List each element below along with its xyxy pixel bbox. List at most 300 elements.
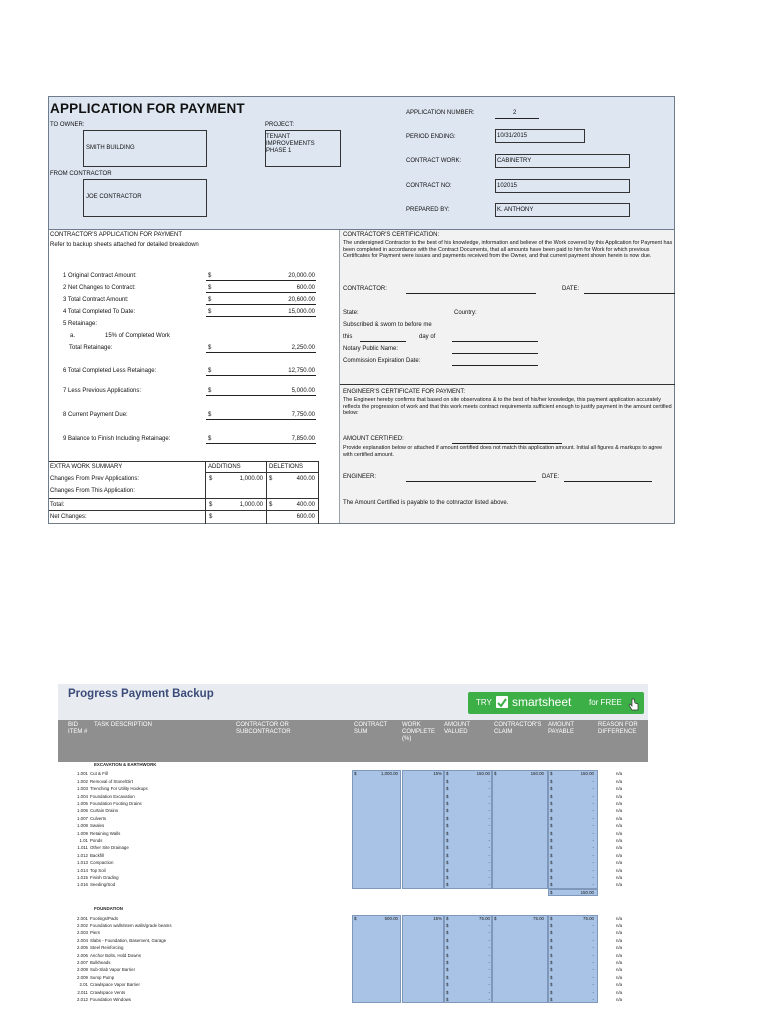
amount-valued-dash: - <box>488 786 490 792</box>
prev-changes-label: Changes From Prev Applications: <box>50 476 140 482</box>
application-number[interactable]: 2 <box>513 110 517 116</box>
line-7-underline <box>206 395 316 396</box>
cert-contractor-label: CONTRACTOR: <box>343 286 387 292</box>
contract-work-field[interactable] <box>495 154 630 168</box>
amount-payable-dash: - <box>592 982 594 988</box>
line-6-value[interactable]: 12,750.00 <box>288 368 315 374</box>
payable-currency: $ <box>550 930 553 936</box>
total-additions-value[interactable]: 1,000.00 <box>239 502 263 508</box>
section-total-value[interactable]: 150.00 <box>580 889 594 895</box>
payable-currency: $ <box>550 875 553 880</box>
engineer-text: The Engineer hereby confirms that based on site observations & to the best of his/her knowledge, this payment application accurately reflects the progression of work and that this work meets contract requirements sufficient enough to justify payment in the amount certified below: <box>343 397 672 417</box>
bid-item-id: 2.007 <box>77 960 88 965</box>
cert-contractor-line[interactable] <box>406 293 536 294</box>
reason-value: n/a <box>616 815 623 821</box>
line-4-label: 4 Total Completed To Date: <box>63 309 136 315</box>
amount-payable-dash: - <box>592 989 594 995</box>
valued-currency: $ <box>446 823 449 829</box>
contractor-application-heading: CONTRACTOR'S APPLICATION FOR PAYMENT <box>50 232 183 238</box>
reason-value: n/a <box>616 960 623 965</box>
bid-item-id: 1.011 <box>77 845 88 851</box>
line-7-value[interactable]: 5,000.00 <box>291 388 315 394</box>
from-contractor-label: FROM CONTRACTOR <box>50 171 112 177</box>
valued-currency: $ <box>446 989 449 995</box>
valued-currency: $ <box>446 793 449 799</box>
deletions-header: DELETIONS <box>269 464 304 470</box>
valued-currency: $ <box>446 808 449 814</box>
amount-valued-dash: - <box>488 808 490 814</box>
cursor-hand-icon <box>628 698 640 712</box>
amount-valued-dash: - <box>488 838 490 843</box>
commission-line[interactable] <box>452 365 538 366</box>
reason-value: n/a <box>616 793 623 799</box>
contractor-claim-value[interactable]: 150.00 <box>530 771 544 777</box>
amount-payable-dash: - <box>592 815 594 821</box>
period-ending-label: PERIOD ENDING: <box>406 134 456 140</box>
excavation-work-complete-column[interactable] <box>402 770 444 888</box>
header-bid-item: BID ITEM # <box>68 722 88 735</box>
bid-item-id: 1.016 <box>77 882 88 888</box>
engineer-label: ENGINEER: <box>343 474 377 480</box>
amount-payable-dash: - <box>592 852 594 858</box>
engineer-date-label: DATE: <box>542 474 560 480</box>
reason-value: n/a <box>616 860 623 866</box>
total-changes-label: Total: <box>50 502 65 508</box>
line-6-currency: $ <box>208 368 212 374</box>
section-total-currency: $ <box>550 889 553 895</box>
payable-currency: $ <box>550 974 553 980</box>
task-description: Ponds <box>90 838 103 843</box>
reason-value: n/a <box>616 808 623 814</box>
total-retainage-label: Total Retainage: <box>69 345 113 351</box>
payable-currency: $ <box>550 808 553 814</box>
amount-payable-dash: - <box>592 930 594 936</box>
reason-value: n/a <box>616 982 623 988</box>
net-changes-currency: $ <box>209 514 213 520</box>
line-2-value[interactable]: 600.00 <box>296 285 315 291</box>
contract-sum-value[interactable]: 500.00 <box>384 915 398 921</box>
amount-payable-dash: - <box>592 997 594 1002</box>
project-label: PROJECT: <box>265 122 295 128</box>
valued-currency: $ <box>446 778 449 784</box>
excavation-contractor-claim-column[interactable] <box>492 770 548 888</box>
owner-box[interactable] <box>83 130 207 167</box>
line-6-underline <box>206 375 316 376</box>
total-retainage-underline <box>206 352 316 353</box>
valued-currency: $ <box>446 875 449 880</box>
line-9-label: 9 Balance to Finish Including Retainage: <box>63 436 171 442</box>
amount-valued-dash: - <box>488 930 490 936</box>
amount-payable-dash: - <box>592 838 594 843</box>
bid-item-id: 1.01 <box>79 838 88 843</box>
line-4-underline <box>206 316 316 317</box>
period-ending-value: 10/31/2015 <box>497 133 528 139</box>
contractor-application-subheading: Refer to backup sheets attached for detailed breakdown <box>50 242 199 248</box>
valued-currency: $ <box>446 882 449 888</box>
task-description: Top Soil <box>90 867 106 873</box>
valued-currency: $ <box>446 915 449 921</box>
line-8-label: 8 Current Payment Due: <box>63 412 128 418</box>
amount-valued-dash: - <box>488 937 490 943</box>
amount-payable-dash: - <box>592 945 594 951</box>
amount-valued-dash: - <box>488 793 490 799</box>
owner-name: SMITH BUILDING <box>86 145 135 151</box>
line-1-currency: $ <box>208 273 212 279</box>
line-7-label: 7 Less Previous Applications: <box>63 388 142 394</box>
day-of-line[interactable] <box>452 341 538 342</box>
prev-additions-value[interactable]: 1,000.00 <box>239 476 263 482</box>
task-description: Other Site Drainage <box>90 845 129 851</box>
amount-certified-label: AMOUNT CERTIFIED: <box>343 436 404 442</box>
bid-item-id: 1.015 <box>77 875 88 880</box>
line-4-value[interactable]: 15,000.00 <box>288 309 315 315</box>
amount-payable-dash: - <box>592 882 594 888</box>
line-7-currency: $ <box>208 388 212 394</box>
bid-item-id: 1.003 <box>77 786 88 792</box>
amount-payable-dash: - <box>592 960 594 965</box>
promo-free-text: for FREE <box>589 698 622 707</box>
payable-currency: $ <box>550 793 553 799</box>
valued-currency: $ <box>446 967 449 973</box>
bid-item-id: 2.01 <box>79 982 88 988</box>
amount-payable-dash: - <box>592 923 594 928</box>
reason-value: n/a <box>616 997 623 1002</box>
contractor-application-section <box>49 230 339 523</box>
line-9-underline <box>206 443 316 444</box>
contractor-name: JOE CONTRACTOR <box>86 194 142 200</box>
promo-try-text: TRY <box>476 698 492 707</box>
valued-currency: $ <box>446 952 449 958</box>
payable-currency: $ <box>550 915 553 921</box>
payable-currency: $ <box>550 997 553 1002</box>
application-number-label: APPLICATION NUMBER: <box>406 110 475 116</box>
amount-payable-value[interactable]: 150.00 <box>580 771 594 777</box>
engineer-signature-line[interactable] <box>406 481 536 482</box>
reason-value: n/a <box>616 852 623 858</box>
amount-valued-dash: - <box>488 830 490 836</box>
reason-value: n/a <box>616 823 623 829</box>
task-description: Seeding/Sod <box>90 882 116 888</box>
contractor-claim-value[interactable]: 75.00 <box>533 915 544 921</box>
line-6-label: 6 Total Completed Less Retainage: <box>63 368 157 374</box>
bid-item-id: 2.001 <box>77 915 88 921</box>
extra-work-summary-table <box>49 461 319 523</box>
this-label: this <box>343 334 353 340</box>
payable-currency: $ <box>550 923 553 928</box>
payable-currency: $ <box>550 989 553 995</box>
amount-valued-dash: - <box>488 982 490 988</box>
bid-item-id: 1.012 <box>77 852 88 858</box>
line-3-label: 3 Total Contract Amount: <box>63 297 129 303</box>
reason-value: n/a <box>616 945 623 951</box>
reason-value: n/a <box>616 915 623 921</box>
payable-currency: $ <box>550 937 553 943</box>
valued-currency: $ <box>446 867 449 873</box>
bid-item-id: 2.004 <box>77 937 88 943</box>
total-retainage-currency: $ <box>208 345 212 351</box>
reason-value: n/a <box>616 875 623 880</box>
engineer-explanation: Provide explanation below or attached if amount certified does not match this application amount. Initial all figures & markups to agree with certified amount. <box>343 445 663 458</box>
progress-payment-backup <box>58 684 648 1024</box>
amount-payable-dash: - <box>592 967 594 973</box>
reason-value: n/a <box>616 967 623 973</box>
extra-work-rule <box>49 498 319 499</box>
payable-currency: $ <box>550 852 553 858</box>
total-additions-currency: $ <box>209 502 213 508</box>
line-8-value[interactable]: 7,750.00 <box>291 412 315 418</box>
notary-label: Notary Public Name: <box>343 346 399 352</box>
line-2-currency: $ <box>208 285 212 291</box>
contract-no-field[interactable] <box>495 179 630 193</box>
line-1-label: 1 Original Contract Amount: <box>63 273 137 279</box>
amount-valued-dash: - <box>488 778 490 784</box>
amount-valued-dash: - <box>488 852 490 858</box>
line-1-value[interactable]: 20,000.00 <box>288 273 315 279</box>
payable-currency: $ <box>550 830 553 836</box>
payable-currency: $ <box>550 838 553 843</box>
bid-item-id: 2.002 <box>77 923 88 928</box>
amount-valued-dash: - <box>488 875 490 880</box>
task-description: Bulkheads <box>90 960 111 965</box>
backup-rows <box>58 762 648 1024</box>
reason-value: n/a <box>616 838 623 843</box>
additions-header: ADDITIONS <box>208 464 241 470</box>
engineer-heading: ENGINEER'S CERTIFICATE FOR PAYMENT: <box>343 389 466 395</box>
line-9-currency: $ <box>208 436 212 442</box>
notary-line[interactable] <box>452 353 538 354</box>
task-description: Swales <box>90 823 105 829</box>
contract-work-value: CABINETRY <box>497 158 532 164</box>
total-deletions-currency: $ <box>269 502 273 508</box>
header-work-complete: WORK COMPLETE (%) <box>402 722 436 742</box>
amount-valued-dash: - <box>488 974 490 980</box>
engineer-date-line[interactable] <box>564 481 652 482</box>
bid-item-id: 2.003 <box>77 930 88 936</box>
reason-value: n/a <box>616 845 623 851</box>
bid-item-id: 2.011 <box>77 989 88 995</box>
net-changes-label: Net Changes: <box>50 514 87 520</box>
amount-valued-dash: - <box>488 867 490 873</box>
cert-date-line[interactable] <box>584 293 675 294</box>
cert-date-label: DATE: <box>562 286 580 292</box>
task-description: Piers <box>90 930 101 936</box>
prepared-by-field[interactable] <box>495 203 630 217</box>
project-line-3: PHASE 1 <box>266 148 292 154</box>
this-day-line[interactable] <box>360 341 406 342</box>
valued-currency: $ <box>446 801 449 806</box>
claim-currency: $ <box>494 915 497 921</box>
extra-work-heading: EXTRA WORK SUMMARY <box>50 464 123 470</box>
bid-item-id: 1.001 <box>77 771 88 777</box>
valued-currency: $ <box>446 982 449 988</box>
net-changes-value[interactable]: 600.00 <box>296 514 315 520</box>
prev-additions-currency: $ <box>209 476 213 482</box>
payable-currency: $ <box>550 801 553 806</box>
amount-valued-dash: - <box>488 997 490 1002</box>
reason-value: n/a <box>616 989 623 995</box>
line-3-underline <box>206 304 316 305</box>
amount-valued-dash: - <box>488 960 490 965</box>
valued-currency: $ <box>446 974 449 980</box>
reason-value: n/a <box>616 778 623 784</box>
application-header-section <box>49 97 674 230</box>
line-2-label: 2 Net Changes to Contract: <box>63 285 136 291</box>
contract-no-value: 102015 <box>497 183 518 189</box>
line-3-value[interactable]: 20,600.00 <box>288 297 315 303</box>
extra-work-header-rule <box>205 472 319 473</box>
task-description: Foundation Windows <box>90 997 132 1002</box>
amount-payable-dash: - <box>592 860 594 866</box>
bid-item-id: 1.009 <box>77 830 88 836</box>
promo-brand-text: smartsheet <box>512 695 572 709</box>
amount-valued-dash: - <box>488 952 490 958</box>
line-8-underline <box>206 419 316 420</box>
payable-currency: $ <box>550 860 553 866</box>
valued-currency: $ <box>446 923 449 928</box>
prev-deletions-currency: $ <box>269 476 273 482</box>
payable-currency: $ <box>550 771 553 777</box>
day-of-label: day of <box>419 334 436 340</box>
amount-valued-dash: - <box>488 860 490 866</box>
amount-valued-dash: - <box>488 801 490 806</box>
reason-value: n/a <box>616 786 623 792</box>
payable-currency: $ <box>550 815 553 821</box>
bid-item-id: 2.005 <box>77 945 88 951</box>
retainage-percent[interactable]: 15% of Completed Work <box>105 333 170 339</box>
total-deletions-value[interactable]: 400.00 <box>296 502 315 508</box>
task-description: Steel Reinforcing <box>90 945 124 951</box>
foundation-contractor-claim-column[interactable] <box>492 915 548 1004</box>
total-retainage-value[interactable]: 2,250.00 <box>291 345 315 351</box>
contract-sum-value[interactable]: 1,000.00 <box>380 771 398 777</box>
payable-note: The Amount Certified is payable to the cotnractor listed above. <box>343 500 509 506</box>
work-complete-value[interactable]: 15% <box>433 771 442 777</box>
claim-currency: $ <box>494 771 497 777</box>
task-description: Finish Grading <box>90 875 119 880</box>
header-amount-valued: AMOUNT VALUED <box>444 722 470 735</box>
payable-currency: $ <box>550 778 553 784</box>
reason-value: n/a <box>616 923 623 928</box>
amount-valued-dash: - <box>488 815 490 821</box>
to-owner-label: TO OWNER: <box>50 122 85 128</box>
bid-item-id: 1.006 <box>77 808 88 814</box>
bid-item-id: 2.009 <box>77 974 88 980</box>
sum-currency: $ <box>354 915 357 921</box>
bid-item-id: 1.005 <box>77 801 88 806</box>
payable-currency: $ <box>550 867 553 873</box>
line-3-currency: $ <box>208 297 212 303</box>
bid-item-id: 1.004 <box>77 793 88 799</box>
bid-item-id: 2.012 <box>77 997 88 1002</box>
amount-valued-value[interactable]: 150.00 <box>476 771 490 777</box>
form-title: APPLICATION FOR PAYMENT <box>50 101 245 116</box>
valued-currency: $ <box>446 845 449 851</box>
header-contractor-claim: CONTRACTOR'S CLAIM <box>494 722 542 735</box>
try-smartsheet-button[interactable] <box>468 692 644 714</box>
valued-currency: $ <box>446 786 449 792</box>
line-8-currency: $ <box>208 412 212 418</box>
period-ending-field[interactable] <box>495 129 585 143</box>
amount-payable-dash: - <box>592 808 594 814</box>
foundation-contract-sum-column[interactable] <box>352 915 401 1004</box>
task-description: Backfill <box>90 852 104 858</box>
valued-currency: $ <box>446 838 449 843</box>
bid-item-id: 1.013 <box>77 860 88 866</box>
amount-valued-dash: - <box>488 823 490 829</box>
amount-certified-line[interactable] <box>452 443 562 444</box>
amount-payable-dash: - <box>592 830 594 836</box>
prev-deletions-value[interactable]: 400.00 <box>296 476 315 482</box>
task-description: Sub-Slab Vapor Barrier <box>90 967 136 973</box>
retainage-label: 5 Retainage: <box>63 321 98 327</box>
valued-currency: $ <box>446 997 449 1002</box>
valued-currency: $ <box>446 960 449 965</box>
amount-valued-dash: - <box>488 945 490 951</box>
task-description: Sump Pump <box>90 974 115 980</box>
certification-section <box>339 230 674 523</box>
valued-currency: $ <box>446 937 449 943</box>
foundation-work-complete-column[interactable] <box>402 915 444 1004</box>
payable-currency: $ <box>550 823 553 829</box>
task-description: Foundation walls/stem walls/grade beams <box>90 923 172 928</box>
payable-currency: $ <box>550 952 553 958</box>
reason-value: n/a <box>616 867 623 873</box>
line-4-currency: $ <box>208 309 212 315</box>
valued-currency: $ <box>446 945 449 951</box>
line-9-value[interactable]: 7,850.00 <box>291 436 315 442</box>
bid-item-id: 1.008 <box>77 823 88 829</box>
reason-value: n/a <box>616 882 623 888</box>
amount-payable-dash: - <box>592 867 594 873</box>
engineer-divider <box>340 384 675 385</box>
amount-payable-dash: - <box>592 793 594 799</box>
reason-value: n/a <box>616 952 623 958</box>
bid-item-id: 2.006 <box>77 952 88 958</box>
project-box[interactable] <box>265 130 341 167</box>
task-description: Crawlspace Vapor Barrier <box>90 982 140 988</box>
amount-payable-value[interactable]: 75.00 <box>583 915 594 921</box>
task-description: Culverts <box>90 815 107 821</box>
reason-value: n/a <box>616 801 623 806</box>
project-line-2: IMPROVEMENTS <box>266 141 315 147</box>
line-1-underline <box>206 280 316 281</box>
header-task-description: TASK DESCRIPTION <box>94 722 152 728</box>
task-description: Slabs - Foundation, Basement, Garage <box>90 937 167 943</box>
amount-payable-dash: - <box>592 952 594 958</box>
retainage-a-label: a. <box>70 333 76 339</box>
amount-valued-dash: - <box>488 845 490 851</box>
reason-value: n/a <box>616 937 623 943</box>
task-description: Footings/Pads <box>90 915 119 921</box>
contractor-box[interactable] <box>83 179 207 217</box>
amount-valued-value[interactable]: 75.00 <box>479 915 490 921</box>
commission-label: Commission Expiration Date: <box>343 358 421 364</box>
excavation-contract-sum-column[interactable] <box>352 770 401 888</box>
valued-currency: $ <box>446 860 449 866</box>
line-2-underline <box>206 292 316 293</box>
work-complete-value[interactable]: 15% <box>433 915 442 921</box>
payable-currency: $ <box>550 786 553 792</box>
task-description: Foundation Footing Drains <box>90 801 142 806</box>
checkmark-icon <box>496 696 508 708</box>
valued-currency: $ <box>446 830 449 836</box>
amount-payable-dash: - <box>592 786 594 792</box>
header-contractor: CONTRACTOR OR SUBCONTRACTOR <box>236 722 291 735</box>
excavation-heading: EXCAVATION & EARTHWORK <box>94 762 157 767</box>
valued-currency: $ <box>446 930 449 936</box>
certification-text: The undersigned Contractor to the best of his knowledge, information and believe of the Work covered by this Application for Payment has been completed in accordance with the Contract Documents, that all amounts have been paid to him for Work for which previous Certificates for Payment were issues and payments received from the Owner, and that current payment shown herein is now due. <box>343 240 673 260</box>
task-description: Cut & Fill <box>90 771 108 777</box>
